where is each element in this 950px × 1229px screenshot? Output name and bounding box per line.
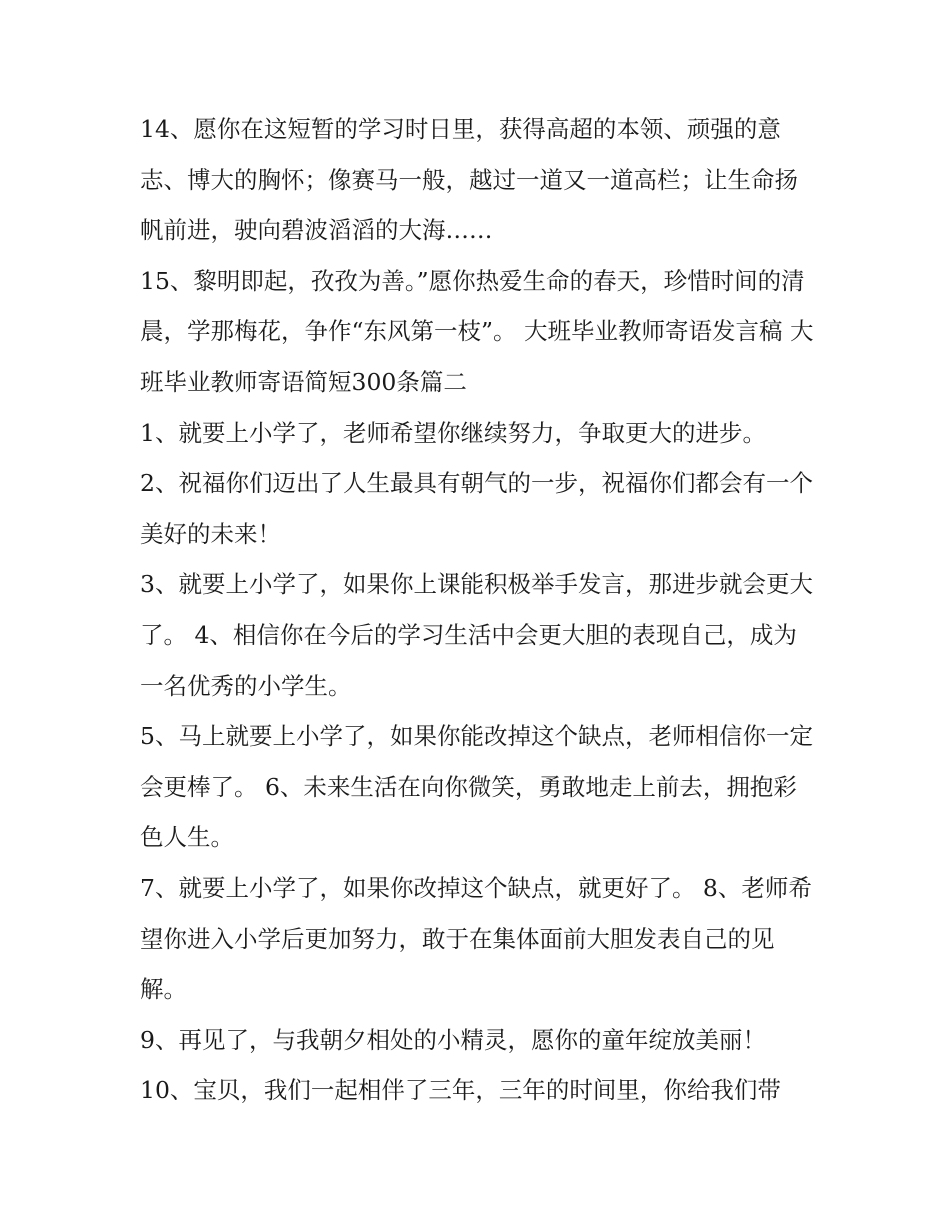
paragraph-14: 14、愿你在这短暂的学习时日里，获得高超的本领、顽强的意志、博大的胸怀；像赛马一般，越过一道又一道高栏；让生命扬帆前进，驶向碧波滔滔的大海……: [140, 115, 798, 245]
paragraph-7-8: 7、就要上小学了，如果你改掉这个缺点，就更好了。 8、老师希望你进入小学后更加努力，敢于在集体面前大胆发表自己的见解。: [140, 873, 812, 1004]
paragraph-5-6: 5、马上就要上小学了，如果你能改掉这个缺点，老师相信你一定会更棒了。 6、未来生活在向你微笑，勇敢地走上前去，拥抱彩色人生。: [140, 722, 813, 852]
paragraph-10: 10、宝贝，我们一起相伴了三年，三年的时间里，你给我们带: [140, 1076, 781, 1105]
document-body: [140, 104, 816, 1116]
paragraph-1: 1、就要上小学了，老师希望你继续努力，争取更大的进步。: [140, 418, 766, 447]
paragraph-9: 9、再见了，与我朝夕相处的小精灵，愿你的童年绽放美丽！: [140, 1025, 766, 1054]
paragraph-15: 15、黎明即起，孜孜为善。”愿你热爱生命的春天，珍惜时间的清晨，学那梅花，争作“东风第一枝”。 大班毕业教师寄语发言稿 大班毕业教师寄语简短300条篇二: [140, 266, 814, 396]
paragraph-2: 2、祝福你们迈出了人生最具有朝气的一步，祝福你们都会有一个美好的未来！: [140, 469, 813, 548]
paragraph-3-4: 3、就要上小学了，如果你上课能积极举手发言，那进步就会更大了。 4、相信你在今后的学习生活中会更大胆的表现自己，成为一名优秀的小学生。: [140, 570, 813, 700]
